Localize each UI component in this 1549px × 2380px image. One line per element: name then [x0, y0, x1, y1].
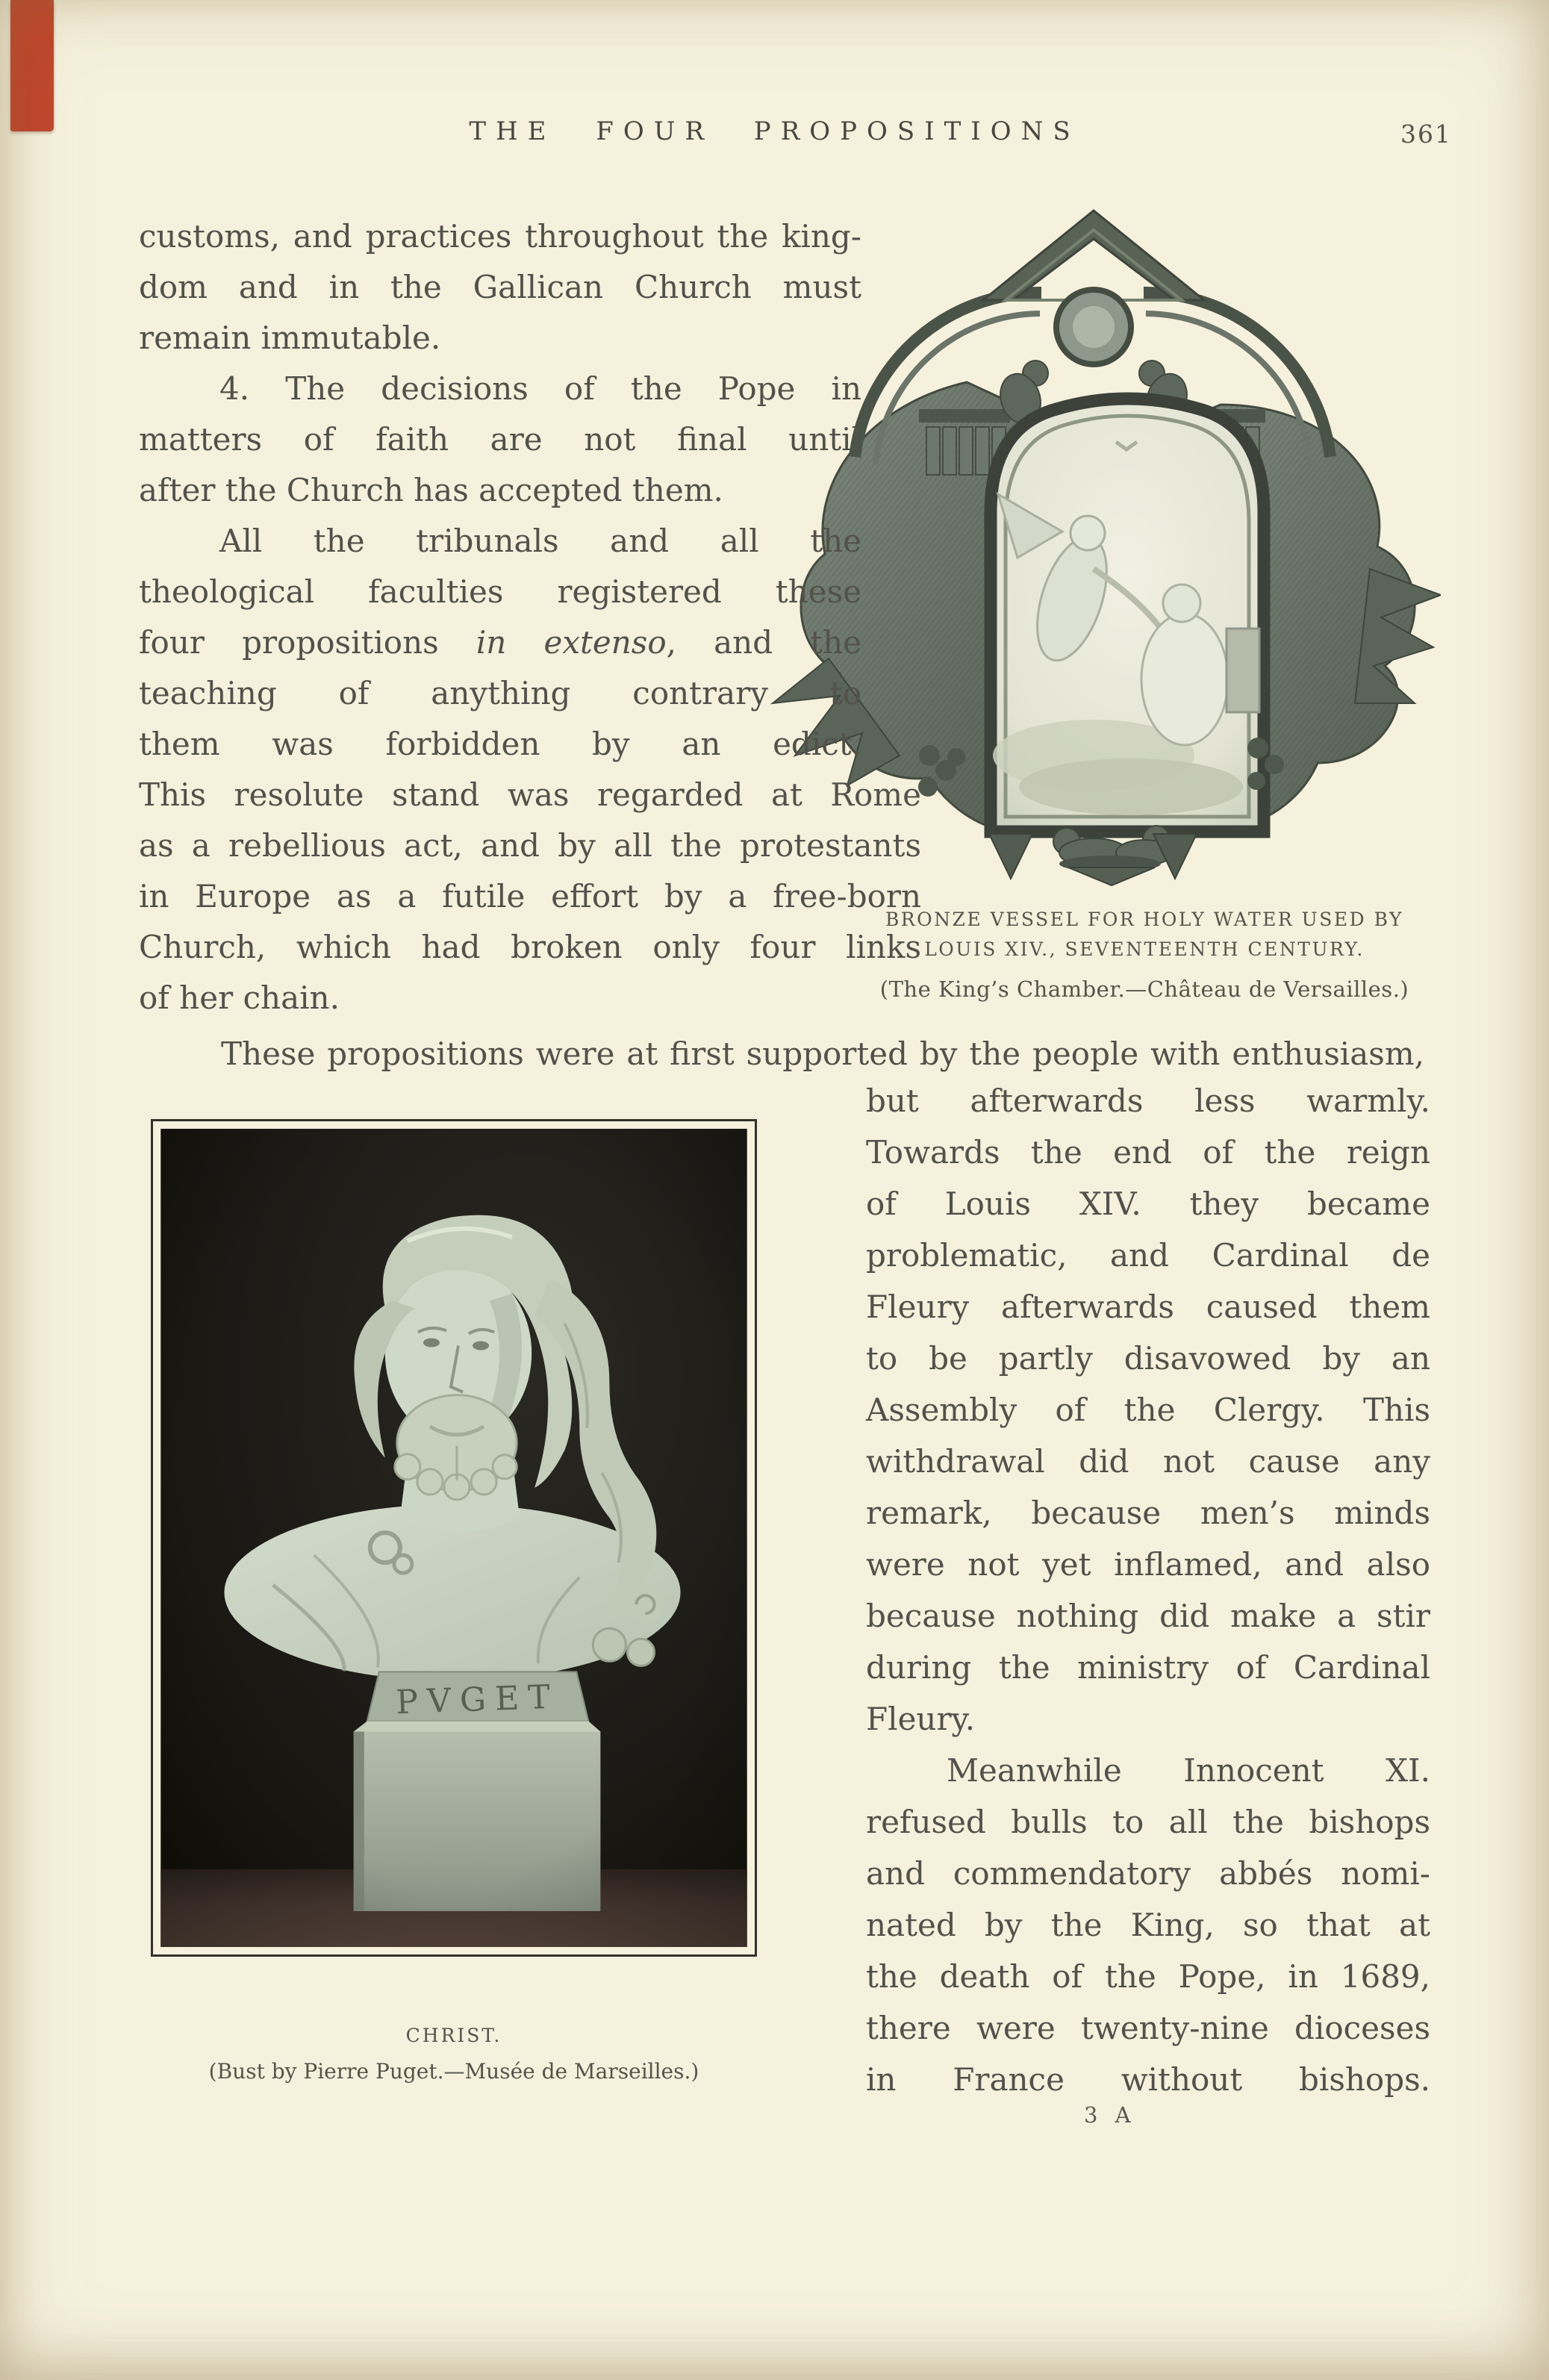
- text-line: were not yet inflamed, and also: [866, 1546, 1430, 1583]
- page-number: 361: [1400, 119, 1452, 149]
- vessel-caption-line2: LOUIS XIV., SEVENTEENTH CENTURY.: [924, 938, 1365, 960]
- text-line: and commendatory abbés nomi-: [866, 1855, 1430, 1892]
- text-line: to be partly disavowed by an: [866, 1340, 1430, 1377]
- text-line: them was forbidden by an edict.: [139, 726, 861, 762]
- text-line: Meanwhile Innocent XI.: [947, 1752, 1430, 1789]
- right-column-text: [866, 1075, 1430, 2105]
- text-line: the death of the Pope, in 1689,: [866, 1958, 1430, 1995]
- text-line: 4. The decisions of the Pope in: [219, 370, 861, 407]
- text-line: because nothing did make a stir: [866, 1598, 1430, 1634]
- left-column-text-upper: [139, 211, 861, 770]
- text-line: as a rebellious act, and by all the protestants: [139, 827, 921, 864]
- full-width-text-line: These propositions were at first supported by the people with enthusiasm,: [221, 1035, 1424, 1072]
- text-line: remark, because men’s minds: [866, 1495, 1430, 1531]
- text-line: Fleury.: [866, 1701, 976, 1737]
- text-line: during the ministry of Cardinal: [866, 1649, 1430, 1686]
- text-line: Towards the end of the reign: [866, 1134, 1430, 1171]
- page-title: THE FOUR PROPOSITIONS: [469, 116, 1080, 146]
- text-line: of her chain.: [139, 979, 340, 1016]
- vessel-caption-line1: BRONZE VESSEL FOR HOLY WATER USED BY: [885, 909, 1404, 930]
- text-line: remain immutable.: [139, 320, 441, 356]
- text-line: All the tribunals and all the: [219, 523, 861, 559]
- text-line: four propositions in extenso, and the: [139, 624, 861, 661]
- text-line: after the Church has accepted them.: [139, 472, 723, 508]
- text-line: Assembly of the Clergy. This: [866, 1392, 1430, 1428]
- text-line: problematic, and Cardinal de: [866, 1237, 1430, 1274]
- text-line: refused bulls to all the bishops: [866, 1804, 1430, 1840]
- text-line: but afterwards less warmly.: [866, 1082, 1430, 1119]
- text-line: teaching of anything contrary to: [139, 675, 861, 711]
- text-line: This resolute stand was regarded at Rome: [139, 776, 921, 813]
- bust-caption-title: CHRIST.: [405, 2025, 502, 2046]
- vessel-caption: [862, 905, 1427, 1002]
- text-line: Fleury afterwards caused them: [866, 1289, 1430, 1325]
- text-line: matters of faith are not final until: [139, 421, 861, 458]
- vessel-caption-line3: (The King’s Chamber.—Château de Versailles.): [879, 976, 1409, 1002]
- text-line: dom and in the Gallican Church must: [139, 269, 861, 305]
- printer-signature: 3 A: [1084, 2102, 1136, 2128]
- text-line: of Louis XIV. they became: [866, 1186, 1430, 1222]
- text-line: nated by the King, so that at: [866, 1907, 1430, 1943]
- bust-caption-subtitle: (Bust by Pierre Puget.—Musée de Marseilles.): [208, 2059, 699, 2084]
- text-line: theological faculties registered these: [139, 573, 861, 610]
- left-column-text-lower: [139, 770, 921, 1024]
- text-line: in France without bishops.: [866, 2061, 1430, 2098]
- text-line: in Europe as a futile effort by a free-born: [139, 878, 921, 915]
- text-line: there were twenty-nine dioceses: [866, 2010, 1430, 2046]
- text-line: customs, and practices throughout the king-: [139, 218, 861, 255]
- bust-photograph-frame: [151, 1119, 757, 1957]
- text-line: withdrawal did not cause any: [866, 1443, 1430, 1480]
- text-line: Church, which had broken only four links: [139, 929, 921, 965]
- bust-photograph-image: [160, 1129, 747, 1947]
- red-bookmark-marker: [10, 0, 54, 131]
